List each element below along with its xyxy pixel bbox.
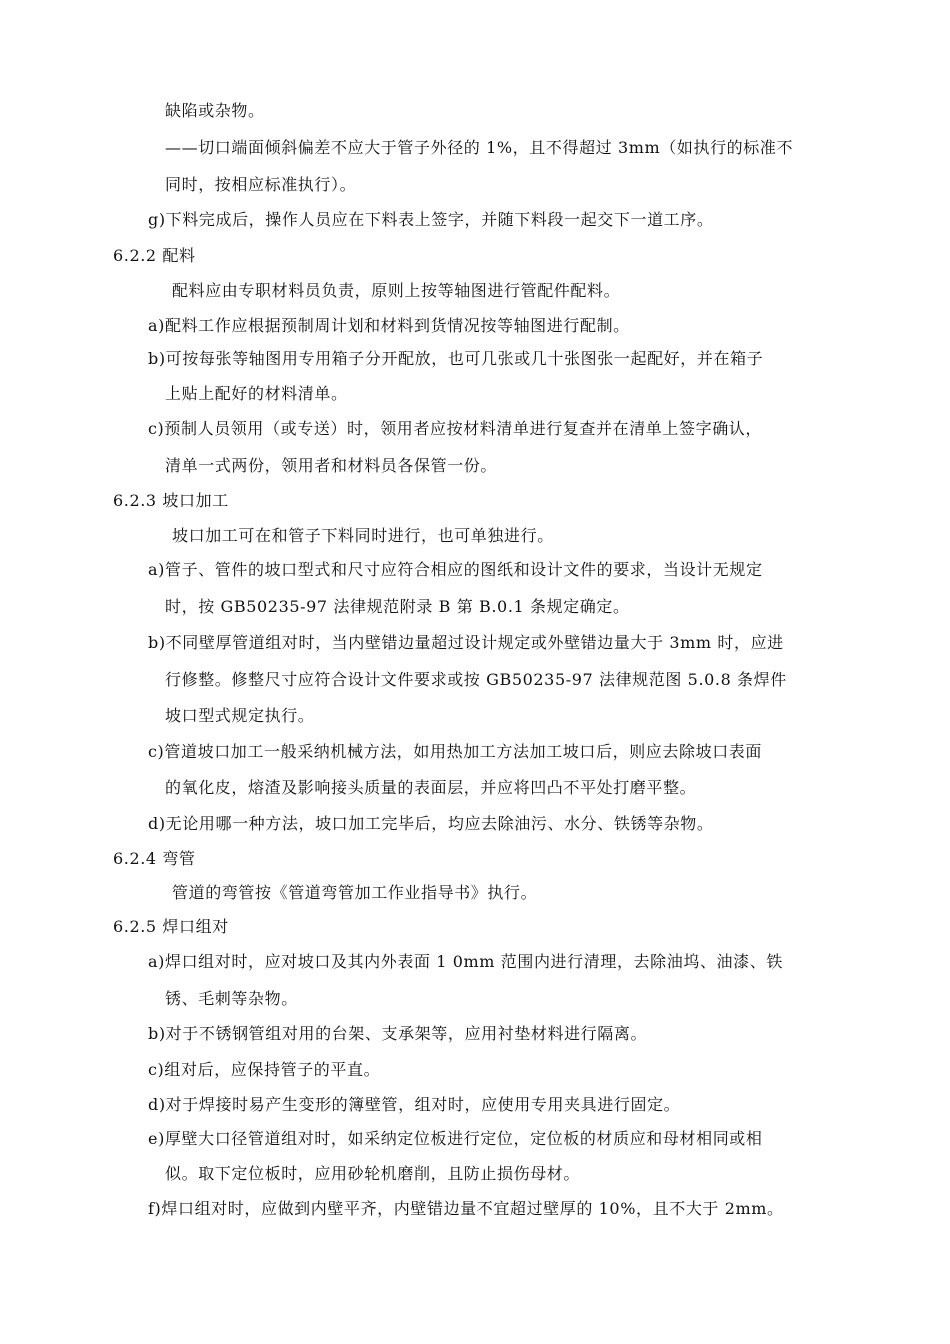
list-item-dash-cont: 同时，按相应标准执行）。 (165, 175, 357, 194)
paragraph-continuation: 缺陷或杂物。 (165, 101, 265, 120)
list-item-a-cont: 锈、毛刺等杂物。 (165, 989, 298, 1008)
list-item-b-cont: 坡口型式规定执行。 (165, 706, 315, 725)
list-item-c-cont: 清单一式两份，领用者和材料员各保管一份。 (165, 456, 498, 475)
list-item-a: a)配料工作应根据预制周计划和材料到货情况按等轴图进行配制。 (148, 316, 630, 335)
list-item-a: a)焊口组对时，应对坡口及其内外表面 1 0mm 范围内进行清理，去除油坞、油漆、铁 (148, 952, 783, 971)
list-item-a-cont: 时，按 GB50235-97 法律规范附录 B 第 B.0.1 条规定确定。 (165, 597, 630, 616)
list-item-a: a)管子、管件的坡口型式和尺寸应符合相应的图纸和设计文件的要求，当设计无规定 (148, 560, 763, 579)
list-item-c: c)管道坡口加工一般采纳机械方法，如用热加工方法加工坡口后，则应去除坡口表面 (148, 742, 763, 761)
list-item-b: b)可按每张等轴图用专用箱子分开配放，也可几张或几十张图张一起配好，并在箱子 (148, 349, 764, 368)
list-item-c: c)预制人员领用（或专送）时，领用者应按材料清单进行复查并在清单上签字确认， (148, 419, 763, 438)
list-item-c: c)组对后，应保持管子的平直。 (148, 1060, 381, 1079)
list-item-dash: ——切口端面倾斜偏差不应大于管子外径的 1%，且不得超过 3mm（如执行的标准不 (165, 138, 794, 157)
section-intro: 坡口加工可在和管子下料同时进行，也可单独进行。 (172, 526, 554, 545)
list-item-c-cont: 的氧化皮，熔渣及影响接头质量的表面层，并应将凹凸不平处打磨平整。 (165, 778, 697, 797)
section-intro: 配料应由专职材料员负责，原则上按等轴图进行管配件配料。 (172, 281, 621, 300)
list-item-f: f)焊口组对时，应做到内壁平齐，内壁错边量不宜超过壁厚的 10%，且不大于 2mm。 (148, 1199, 784, 1218)
list-item-d: d)无论用哪一种方法，坡口加工完毕后，均应去除油污、水分、铁锈等杂物。 (148, 814, 714, 833)
list-item-b: b)对于不锈钢管组对用的台架、支承架等，应用衬垫材料进行隔离。 (148, 1024, 648, 1043)
list-item-b-cont: 上贴上配好的材料清单。 (165, 384, 348, 403)
list-item-d: d)对于焊接时易产生变形的簿壁管，组对时，应使用专用夹具进行固定。 (148, 1095, 681, 1114)
list-item-b-cont: 行修整。修整尺寸应符合设计文件要求或按 GB50235-97 法律规范图 5.0.8 条焊件 (165, 670, 787, 689)
section-intro: 管道的弯管按《管道弯管加工作业指导书》执行。 (172, 883, 538, 902)
section-heading-6-2-5: 6.2.5 焊口组对 (113, 917, 229, 936)
list-item-e: e)厚壁大口径管道组对时，如采纳定位板进行定位，定位板的材质应和母材相同或相 (148, 1129, 763, 1148)
section-heading-6-2-2: 6.2.2 配料 (113, 246, 196, 265)
list-item-b: b)不同壁厚管道组对时，当内壁错边量超过设计规定或外壁错边量大于 3mm 时，应进 (148, 633, 784, 652)
list-item-e-cont: 似。取下定位板时，应用砂轮机磨削，且防止损伤母材。 (165, 1164, 581, 1183)
section-heading-6-2-4: 6.2.4 弯管 (113, 849, 196, 868)
list-item-g: g)下料完成后，操作人员应在下料表上签字，并随下料段一起交下一道工序。 (148, 210, 714, 229)
section-heading-6-2-3: 6.2.3 坡口加工 (113, 491, 229, 510)
